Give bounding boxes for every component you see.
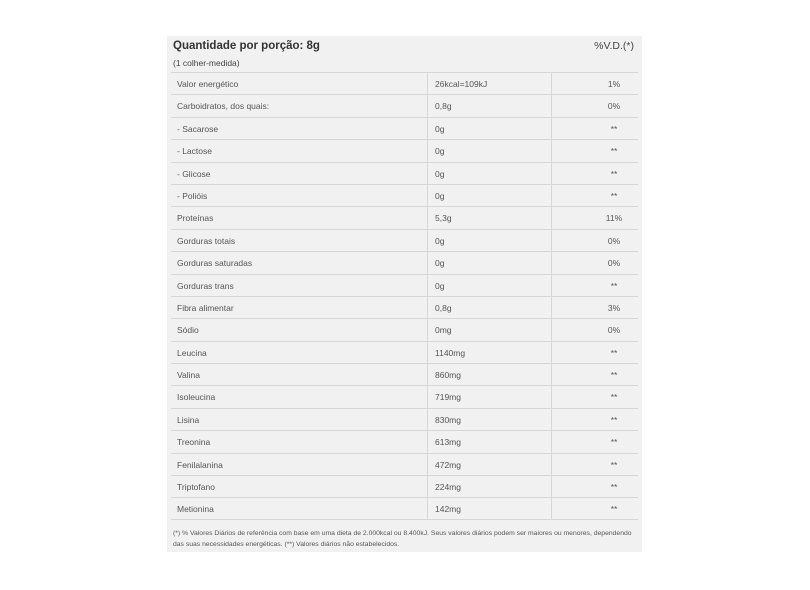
table-row	[171, 274, 638, 296]
column-divider	[551, 342, 552, 363]
nutrient-name: Gorduras totais	[177, 235, 236, 246]
nutrient-name: Valina	[177, 370, 200, 381]
nutrient-amount: 0g	[435, 123, 445, 134]
nutrient-amount: 719mg	[435, 392, 461, 403]
nutrient-amount: 0mg	[435, 325, 452, 336]
nutrient-daily-value: **	[610, 370, 618, 381]
table-row	[171, 162, 638, 184]
nutrient-name: Metionina	[177, 504, 214, 515]
nutrient-daily-value: **	[610, 414, 618, 425]
table-row	[171, 206, 638, 228]
nutrient-amount: 26kcal=109kJ	[435, 79, 488, 89]
nutrient-daily-value: **	[610, 168, 618, 179]
table-row	[171, 341, 638, 363]
nutrient-daily-value: **	[610, 504, 618, 515]
nutrient-name: Fenilalanina	[177, 459, 223, 470]
nutrient-amount: 613mg	[435, 437, 461, 448]
nutrient-amount: 0g	[435, 280, 445, 291]
nutrient-daily-value: 0%	[607, 235, 621, 246]
nutrient-amount: 0g	[435, 190, 445, 201]
column-divider	[427, 140, 428, 161]
nutrient-amount: 0g	[435, 168, 445, 179]
nutrient-name: - Glicose	[177, 168, 211, 179]
nutrition-header	[173, 40, 636, 72]
nutrient-name: Triptofano	[177, 482, 215, 493]
nutrient-daily-value: **	[610, 459, 618, 470]
column-divider	[427, 476, 428, 497]
nutrient-name: - Sacarose	[177, 123, 219, 134]
table-row	[171, 385, 638, 407]
table-row	[171, 229, 638, 251]
column-divider	[427, 297, 428, 318]
column-divider	[551, 230, 552, 251]
serving-subtitle: (1 colher-medida)	[173, 58, 240, 68]
nutrient-daily-value: **	[610, 437, 618, 448]
nutrition-table	[171, 72, 638, 520]
nutrient-name: Lisina	[177, 414, 200, 425]
nutrient-daily-value: 0%	[607, 101, 621, 112]
nutrient-name: Sódio	[177, 325, 199, 336]
table-row	[171, 318, 638, 340]
column-divider	[427, 207, 428, 228]
column-divider	[427, 319, 428, 340]
column-divider	[427, 342, 428, 363]
column-divider	[551, 498, 552, 518]
nutrient-amount: 142mg	[435, 504, 461, 515]
column-divider	[551, 252, 552, 273]
column-divider	[551, 476, 552, 497]
nutrient-name: Fibra alimentar	[177, 302, 234, 313]
nutrient-amount: 224mg	[435, 482, 461, 493]
column-divider	[427, 163, 428, 184]
nutrient-daily-value: **	[610, 280, 618, 291]
table-row	[171, 430, 638, 452]
column-divider	[427, 230, 428, 251]
nutrient-daily-value: 11%	[605, 213, 623, 224]
column-divider	[427, 185, 428, 206]
nutrient-name: Proteínas	[177, 213, 214, 224]
nutrient-daily-value: **	[610, 146, 618, 157]
table-row	[171, 363, 638, 385]
nutrition-facts-panel	[167, 36, 642, 552]
column-divider	[551, 95, 552, 116]
table-row	[171, 139, 638, 161]
table-row	[171, 408, 638, 430]
nutrient-name: Gorduras saturadas	[177, 258, 253, 269]
table-row	[171, 184, 638, 206]
column-divider	[551, 409, 552, 430]
column-divider	[551, 118, 552, 139]
nutrient-daily-value: **	[610, 482, 618, 493]
column-divider	[427, 252, 428, 273]
column-divider	[427, 431, 428, 452]
nutrient-amount: 0g	[435, 258, 445, 269]
nutrient-daily-value: **	[610, 392, 618, 403]
nutrient-amount: 0,8g	[435, 302, 452, 313]
column-divider	[551, 207, 552, 228]
nutrient-daily-value: **	[610, 190, 618, 201]
nutrient-daily-value: 0%	[607, 258, 621, 269]
column-divider	[427, 95, 428, 116]
nutrient-name: Carboidratos, dos quais:	[177, 101, 270, 112]
column-divider	[551, 454, 552, 475]
table-row	[171, 453, 638, 475]
table-row	[171, 117, 638, 139]
nutrient-name: Treonina	[177, 437, 211, 448]
column-divider	[551, 140, 552, 161]
column-divider	[427, 498, 428, 518]
column-divider	[551, 163, 552, 184]
column-divider	[427, 118, 428, 139]
column-divider	[551, 364, 552, 385]
nutrient-name: Gorduras trans	[177, 280, 234, 291]
daily-value-header: %V.D.(*)	[594, 40, 634, 52]
column-divider	[427, 386, 428, 407]
column-divider	[551, 319, 552, 340]
nutrient-name: Leucina	[177, 347, 207, 358]
nutrient-amount: 5,3g	[435, 213, 452, 224]
table-row	[171, 475, 638, 497]
column-divider	[427, 409, 428, 430]
column-divider	[551, 431, 552, 452]
column-divider	[551, 297, 552, 318]
nutrient-daily-value: **	[610, 123, 618, 134]
nutrient-amount: 472mg	[435, 459, 461, 470]
footnote: (*) % Valores Diários de referência com base em uma dieta de 2.000kcal ou 8.400kJ. Seus valores diários podem ser maiores ou menores, dependendo das suas necessidades energéticas. (**) Valores diários não estabelecidos.	[173, 530, 632, 548]
nutrient-name: - Lactose	[177, 146, 212, 157]
nutrient-daily-value: **	[610, 347, 618, 358]
nutrient-name: - Polióis	[177, 190, 208, 201]
nutrient-amount: 1140mg	[435, 347, 466, 358]
nutrient-daily-value: 3%	[607, 302, 621, 313]
column-divider	[427, 454, 428, 475]
table-row	[171, 497, 638, 519]
column-divider	[427, 73, 428, 94]
column-divider	[551, 73, 552, 94]
table-row	[171, 296, 638, 318]
column-divider	[551, 275, 552, 296]
nutrient-name: Valor energético	[177, 79, 239, 89]
nutrient-amount: 0g	[435, 146, 445, 157]
nutrient-name: Isoleucina	[177, 392, 216, 403]
column-divider	[427, 275, 428, 296]
table-row	[171, 72, 638, 94]
nutrient-amount: 0,8g	[435, 101, 452, 112]
column-divider	[551, 386, 552, 407]
nutrient-amount: 830mg	[435, 414, 461, 425]
serving-title: Quantidade por porção: 8g	[173, 40, 320, 52]
nutrient-daily-value: 1%	[607, 79, 621, 89]
nutrient-amount: 860mg	[435, 370, 461, 381]
table-row	[171, 251, 638, 273]
column-divider	[551, 185, 552, 206]
column-divider	[427, 364, 428, 385]
nutrient-amount: 0g	[435, 235, 445, 246]
table-row	[171, 94, 638, 116]
nutrient-daily-value: 0%	[607, 325, 621, 336]
